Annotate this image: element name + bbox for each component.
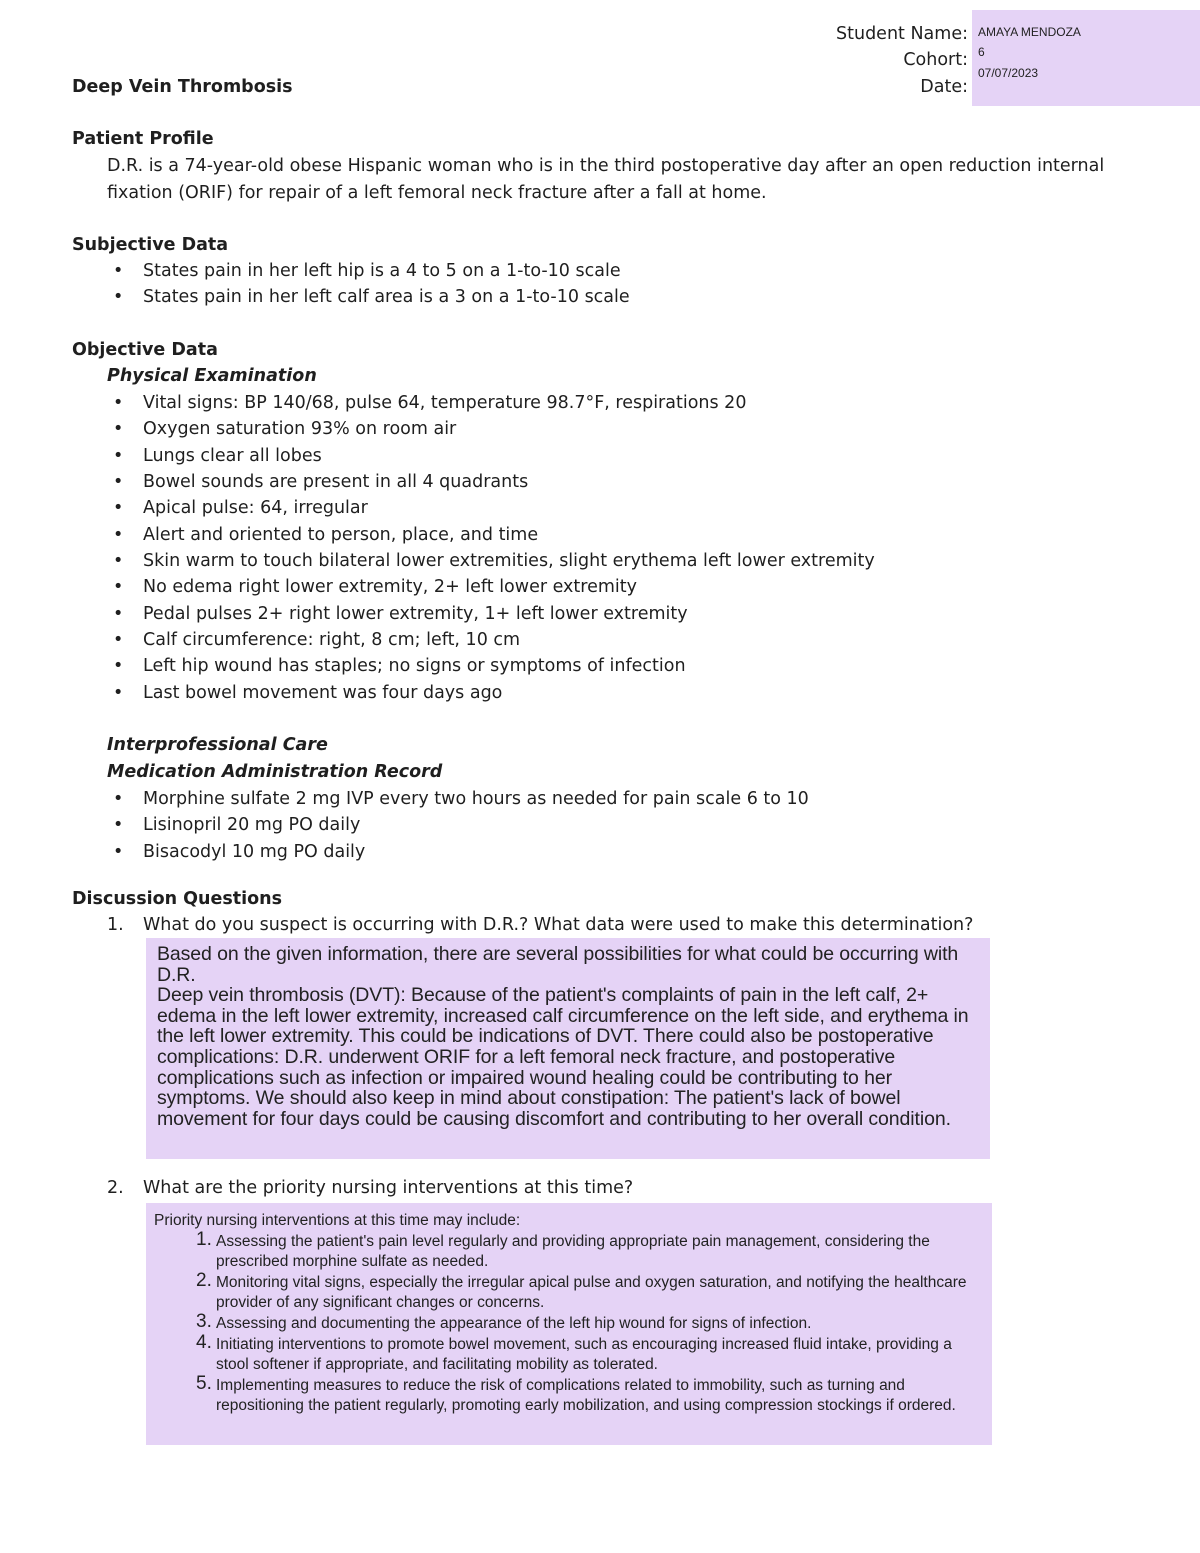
patient-profile-line: D.R. is a 74-year-old obese Hispanic woman who is in the third postoperative day after an open reduction internal	[107, 156, 1105, 176]
list-item: • Calf circumference: right, 8 cm; left, 10 cm	[143, 630, 520, 650]
list-item: • Last bowel movement was four days ago	[143, 683, 502, 703]
list-item	[154, 1228, 982, 1273]
answer-2-field[interactable]	[146, 1203, 992, 1445]
date-label: Date:	[920, 77, 968, 97]
list-item-text: Initiating interventions to promote bowel movement, such as encouraging increased fluid intake, providing a stool softener if appropriate, and facilitating mobility as tolerated.	[216, 1335, 952, 1374]
question-number: 2.	[107, 1178, 124, 1198]
interventions-list	[154, 1228, 982, 1417]
list-item	[154, 1310, 982, 1335]
objective-data-heading: Objective Data	[72, 340, 218, 360]
list-item: • No edema right lower extremity, 2+ left lower extremity	[143, 577, 637, 597]
discussion-questions-heading: Discussion Questions	[72, 889, 283, 909]
list-item: • Lisinopril 20 mg PO daily	[143, 815, 360, 835]
list-item-text: Assessing the patient's pain level regularly and providing appropriate pain management, considering the prescribed morphine sulfate as needed.	[216, 1232, 930, 1271]
list-number: 2.	[196, 1269, 212, 1291]
question-1: What do you suspect is occurring with D.R.? What data were used to make this determination?	[143, 915, 974, 935]
list-item: • Oxygen saturation 93% on room air	[143, 419, 456, 439]
medication-record-subheading: Medication Administration Record	[107, 762, 443, 782]
list-item: • Vital signs: BP 140/68, pulse 64, temperature 98.7°F, respirations 20	[143, 393, 746, 413]
question-number: 1.	[107, 915, 124, 935]
document-title: Deep Vein Thrombosis	[72, 77, 293, 97]
patient-profile-heading: Patient Profile	[72, 129, 214, 149]
list-item: • Bowel sounds are present in all 4 quadrants	[143, 472, 528, 492]
list-item: • Alert and oriented to person, place, and time	[143, 525, 538, 545]
list-item: • Bisacodyl 10 mg PO daily	[143, 842, 365, 862]
cohort-value[interactable]: 6	[978, 45, 985, 59]
list-item: • Left hip wound has staples; no signs or symptoms of infection	[143, 656, 686, 676]
student-name-label: Student Name:	[836, 24, 968, 44]
subjective-data-heading: Subjective Data	[72, 235, 229, 255]
answer-1-field[interactable]	[146, 938, 990, 1159]
list-number: 3.	[196, 1310, 212, 1332]
list-number: 5.	[196, 1372, 212, 1394]
list-item-text: Assessing and documenting the appearance of the left hip wound for signs of infection.	[216, 1314, 812, 1332]
list-item	[154, 1372, 982, 1417]
patient-profile-line: fixation (ORIF) for repair of a left femoral neck fracture after a fall at home.	[107, 183, 767, 203]
interprofessional-care-subheading: Interprofessional Care	[107, 735, 328, 755]
list-item: • States pain in her left hip is a 4 to 5 on a 1-to-10 scale	[143, 261, 621, 281]
list-item: • Skin warm to touch bilateral lower extremities, slight erythema left lower extremity	[143, 551, 875, 571]
student-name-value[interactable]: AMAYA MENDOZA	[978, 25, 1081, 39]
answer-1-paragraph: Deep vein thrombosis (DVT): Because of the patient's complaints of pain in the left calf, 2+ edema in the left lower extremity, increased calf circumference on the left side, and erythema in the left lower extremity. This could be indications of DVT. There could also be postoperative complications: D.R. underwent ORIF for a left femoral neck fracture, and postoperative complications such as infection or impaired wound healing could be contributing to her symptoms. We should also keep in mind about constipation: The patient's lack of bowel movement for four days could be causing discomfort and contributing to her overall condition.	[157, 984, 969, 1130]
answer-2-intro: Priority nursing interventions at this time may include:	[154, 1212, 521, 1229]
list-number: 4.	[196, 1331, 212, 1353]
cohort-label: Cohort:	[903, 50, 968, 70]
list-item: • Lungs clear all lobes	[143, 446, 322, 466]
list-item: • Pedal pulses 2+ right lower extremity, 1+ left lower extremity	[143, 604, 688, 624]
physical-examination-subheading: Physical Examination	[107, 366, 317, 386]
list-item-text: Monitoring vital signs, especially the irregular apical pulse and oxygen saturation, and notifying the healthcare provider of any significant changes or concerns.	[216, 1273, 967, 1312]
answer-1-paragraph: Based on the given information, there are several possibilities for what could be occurring with D.R.	[157, 943, 959, 986]
list-item	[154, 1269, 982, 1314]
list-item: • States pain in her left calf area is a 3 on a 1-to-10 scale	[143, 287, 630, 307]
question-2: What are the priority nursing interventions at this time?	[143, 1178, 634, 1198]
list-item: • Apical pulse: 64, irregular	[143, 498, 368, 518]
list-number: 1.	[196, 1228, 212, 1250]
list-item-text: Implementing measures to reduce the risk of complications related to immobility, such as turning and repositioning the patient regularly, promoting early mobilization, and using compression stockings if ordered.	[216, 1376, 956, 1415]
date-value[interactable]: 07/07/2023	[978, 66, 1039, 80]
list-item: • Morphine sulfate 2 mg IVP every two hours as needed for pain scale 6 to 10	[143, 789, 809, 809]
list-item	[154, 1331, 982, 1376]
